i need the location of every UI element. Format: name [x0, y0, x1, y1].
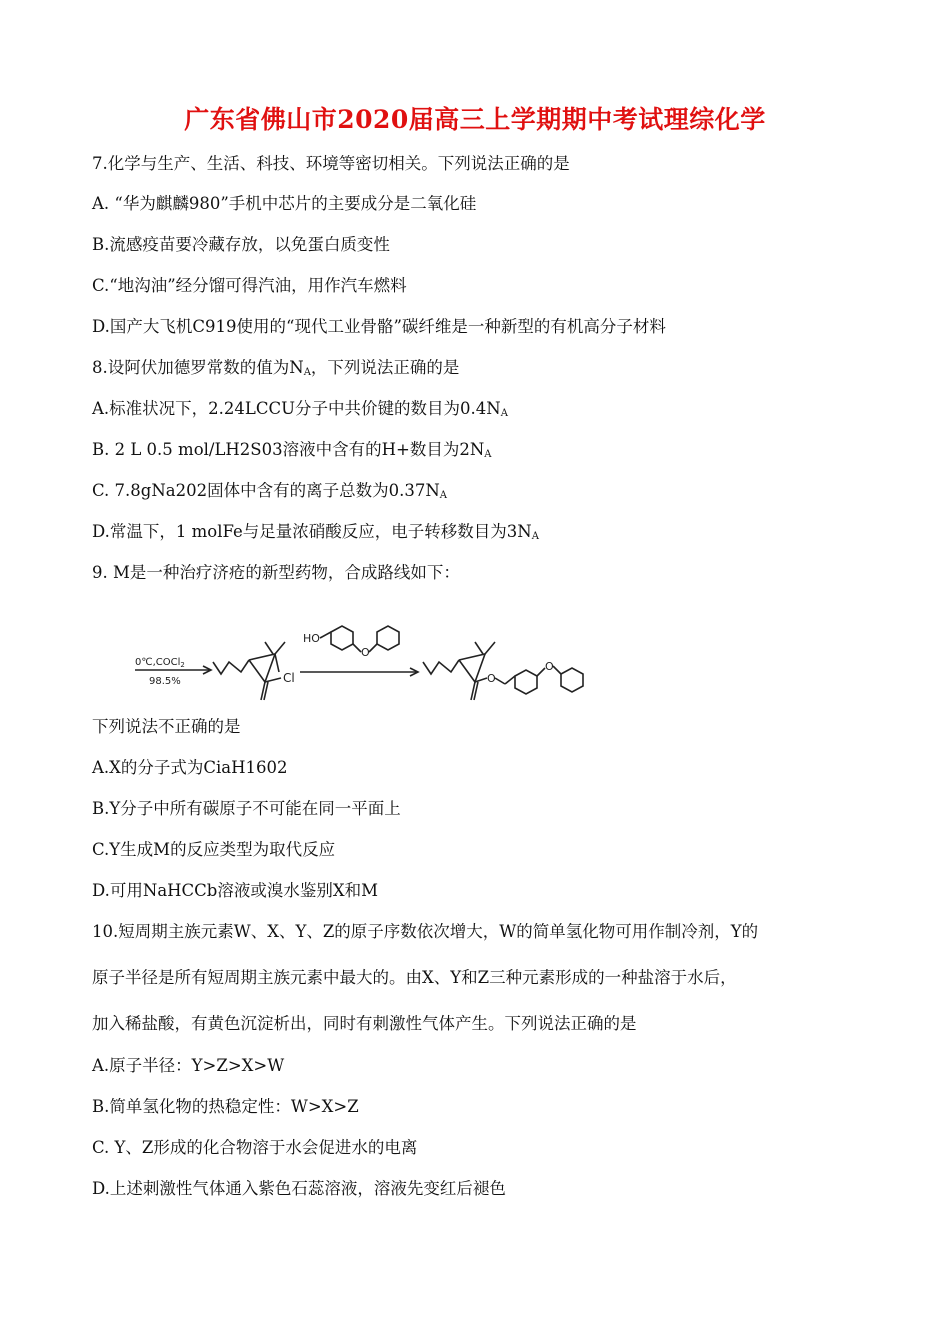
- q8-option-b: [92, 436, 492, 460]
- q7-option-c: C.“地沟油”经分馏可得汽油，用作汽车燃料: [92, 276, 407, 295]
- q10-option-b: B.简单氢化物的热稳定性：W>X>Z: [92, 1097, 359, 1116]
- q9-option-d: D.可用NaHCCb溶液或溴水鉴别X和M: [92, 881, 379, 900]
- q7-stem: 7.化学与生产、生活、科技、环境等密切相关。下列说法正确的是: [92, 154, 570, 173]
- q8-stem-tail: ，下列说法正确的是: [310, 358, 460, 377]
- product-ether-oxygen-label: O: [545, 660, 554, 673]
- q8-option-d-text: D.常温下，1 molFe与足量浓硝酸反应，电子转移数目为3N: [92, 522, 532, 541]
- q8-option-a-text: A.标准状况下，2.24LCCU分子中共价键的数目为0.4N: [92, 399, 501, 418]
- q8-option-c-text: C. 7.8gNa202固体中含有的离子总数为0.37N: [92, 481, 440, 500]
- acyl-chloride-structure: [213, 642, 285, 700]
- ether-oxygen-label: O: [361, 646, 370, 659]
- q9-option-b: B.Y分子中所有碳原子不可能在同一平面上: [92, 799, 401, 818]
- avogadro-subscript: A: [484, 449, 492, 460]
- q8-option-a: [92, 395, 508, 419]
- reagent-top: 0℃,COCl$_2$: [135, 657, 185, 669]
- q7-option-a: A. “华为麒麟980”手机中芯片的主要成分是二氧化硅: [92, 194, 477, 213]
- q10-line-3: 加入稀盐酸，有黄色沉淀析出，同时有刺激性气体产生。下列说法正确的是: [92, 1014, 637, 1033]
- q8-option-c: [92, 477, 447, 501]
- q10-line-2: 原子半径是所有短周期主族元素中最大的。由X、Y和Z三种元素形成的一种盐溶于水后，: [92, 968, 737, 987]
- q8-option-b-text: B. 2 L 0.5 mol/LH2S03溶液中含有的H+数目为2N: [92, 440, 485, 459]
- q8-option-d: [92, 518, 539, 542]
- q10-option-a: A.原子半径：Y>Z>X>W: [92, 1056, 285, 1075]
- q10-option-c: C. Y、Z形成的化合物溶于水会促进水的电离: [92, 1138, 418, 1157]
- product-m-structure: [423, 642, 583, 700]
- phenoxybenzyl-alcohol-structure: [320, 626, 399, 652]
- q10-line-1: 10.短周期主族元素W、X、Y、Z的原子序数依次增大，W的简单氢化物可用作制冷剂，Y的: [92, 922, 759, 941]
- q8-stem: [92, 354, 459, 378]
- chlorine-label: Cl: [283, 671, 295, 685]
- reagent-yield: 98.5%: [149, 676, 181, 687]
- q9-option-c: C.Y生成M的反应类型为取代反应: [92, 840, 336, 859]
- avogadro-subscript: A: [500, 408, 508, 419]
- ester-oxygen-label: O: [487, 672, 496, 685]
- q9-stem: 9. M是一种治疗济疮的新型药物，合成路线如下：: [92, 563, 460, 582]
- q9-ask: 下列说法不正确的是: [92, 717, 241, 736]
- q9-option-a: A.X的分子式为CiaH1602: [92, 758, 288, 777]
- q7-option-b: B.流感疫苗要冷藏存放，以免蛋白质变性: [92, 235, 390, 254]
- avogadro-subscript: A: [531, 531, 539, 542]
- avogadro-subscript: A: [439, 490, 448, 501]
- q10-option-d: D.上述刺激性气体通入紫色石蕊溶液，溶液先变红后褪色: [92, 1179, 506, 1198]
- q8-stem-text: 8.设阿伏加德罗常数的值为N: [92, 358, 304, 377]
- avogadro-subscript: A: [303, 367, 311, 378]
- hydroxyl-label: HO: [303, 632, 320, 645]
- q7-option-d: D.国产大飞机C919使用的“现代工业骨骼”碳纤维是一种新型的有机高分子材料: [92, 317, 666, 336]
- synthesis-scheme: [125, 612, 615, 712]
- document-title: 广东省佛山市2020届高三上学期期中考试理综化学: [184, 105, 766, 134]
